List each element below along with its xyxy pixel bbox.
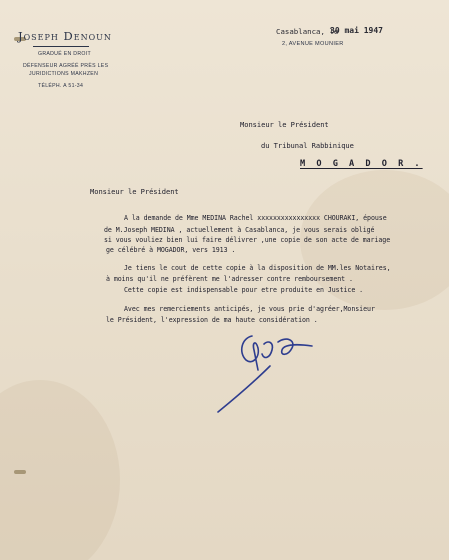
body-p2-line2: à moins qu'il ne préfèrent me l'adresser contre remboursement . [106,275,353,283]
dateline-city-text: Casablanca, le [276,27,339,36]
body-p1-line2: de M.Joseph MEDINA , actuellement à Casablanca, je vous serais obligé [104,226,375,234]
recipient-city: M O G A D O R . [300,159,423,169]
body-p2-line1: Je tiens le cout de cette copie à la disposition de MM.les Notaires, [124,264,391,272]
body-p1-line3: si vous vouliez bien lui faire délivrer ,une copie de son acte de mariage [104,236,391,244]
punch-hole-mark [14,470,26,474]
body-p3-line1: Avec mes remerciements anticipés, je vous prie d'agréer,Monsieur [124,305,375,313]
body-p3-line2: le Président, l'expression de ma haute considération . [106,316,318,324]
letterhead-phone: TÉLÉPH. A 51-34 [38,83,84,89]
letterhead-role-line2: JURIDICTIONS MAKHZEN [29,71,99,77]
letterhead-qualification: GRADUÉ EN DROIT [38,51,91,57]
recipient-line1: Monsieur le Président [240,120,329,129]
letterhead-rule [33,46,89,47]
letterhead-role-line1: DÉFENSEUR AGRÉÉ PRÈS LES [23,63,109,69]
letterhead-name: Joseph Denoun [18,29,112,43]
salutation: Monsieur le Président [90,187,179,196]
body-p2-line3: Cette copie est indispensable pour etre produite en Justice . [124,286,364,294]
dateline-date: 30 mai 1947 [330,26,383,35]
body-p1-line4: ge célébré à MOGADOR, vers 1913 . [106,246,236,254]
dateline-city [276,27,338,36]
recipient-line2: du Tribunal Rabbinique [261,141,354,150]
handwritten-signature [212,318,322,418]
body-p1-line1: A la demande de Mme MEDINA Rachel xxxxxxxxxxxxxxxx CHOURAKI, épouse [124,214,387,222]
dateline-address: 2, AVENUE MOUNIER [282,41,344,47]
